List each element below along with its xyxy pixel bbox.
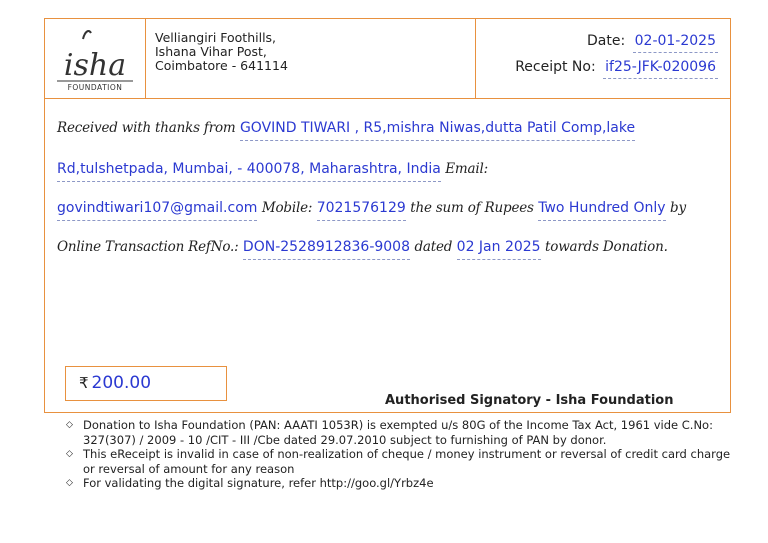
body-line [57, 161, 488, 177]
dated-value: 02 Jan 2025 [457, 239, 541, 260]
bullet-icon: ◇ [66, 449, 73, 459]
transaction-label: Online Transaction RefNo.: [57, 239, 239, 255]
logo-cell [45, 19, 146, 99]
receipt-number-value: if25-JFK-020096 [603, 59, 718, 79]
note-text: For validating the digital signature, refer http://goo.gl/Yrbz4e [83, 476, 434, 490]
by-label: by [670, 200, 686, 216]
address-line: Velliangiri Foothills, [155, 30, 277, 45]
note-item [66, 447, 736, 476]
mobile-label: Mobile: [261, 200, 313, 216]
body-line [57, 239, 668, 255]
sum-label: the sum of Rupees [410, 200, 534, 216]
note-item [66, 476, 736, 491]
address-line: Coimbatore - 641114 [155, 58, 288, 73]
date-value: 02-01-2025 [633, 33, 718, 53]
note-item [66, 418, 736, 447]
email-value: govindtiwari107@gmail.com [57, 200, 257, 221]
note-text: Donation to Isha Foundation (PAN: AAATI 1053R) is exempted u/s 80G of the Income Tax Act, 1961 vide C.No: 327(307) / 2009 - 10 /CIT - III /Cbe dated 29.07.2010 subject to furnishing of PAN by donor. [83, 418, 713, 447]
bullet-icon: ◇ [66, 478, 73, 488]
note-text: This eReceipt is invalid in case of non-realization of cheque / money instrument or reversal of credit card charge or reversal of amount for any reason [83, 447, 731, 476]
logo-mark: isha [63, 48, 127, 83]
logo-subtitle: FOUNDATION [67, 83, 123, 91]
amount-value: 200.00 [91, 373, 152, 393]
donor-address-continued: Rd,tulshetpada, Mumbai, - 400078, Maharashtra, India [57, 161, 441, 182]
body-line [57, 120, 635, 136]
donor-name-address: GOVIND TIWARI , R5,mishra Niwas,dutta Patil Comp,lake [240, 120, 635, 141]
amount-box [65, 366, 227, 401]
address-line: Ishana Vihar Post, [155, 44, 267, 59]
receipt-number-label: Receipt No: [515, 59, 596, 75]
received-label: Received with thanks from [57, 120, 236, 136]
bullet-icon: ◇ [66, 420, 73, 430]
transaction-ref-value: DON-2528912836-9008 [243, 239, 410, 260]
towards-label: towards Donation. [545, 239, 668, 255]
sum-in-words: Two Hundred Only [538, 200, 665, 221]
mobile-value: 7021576129 [317, 200, 406, 221]
isha-foundation-logo [55, 27, 135, 91]
receipt-number-line [515, 59, 718, 75]
receipt-notes [66, 418, 736, 491]
body-line [57, 200, 686, 216]
address-block [146, 19, 476, 99]
rupee-icon: ₹ [79, 374, 89, 392]
receipt-meta [476, 19, 730, 99]
donation-receipt [44, 18, 731, 413]
dated-label: dated [414, 239, 453, 255]
email-label: Email: [445, 161, 488, 177]
authorised-signatory: Authorised Signatory - Isha Foundation [385, 393, 674, 408]
receipt-header [45, 19, 730, 99]
date-label: Date: [586, 33, 626, 49]
date-line [587, 33, 718, 49]
